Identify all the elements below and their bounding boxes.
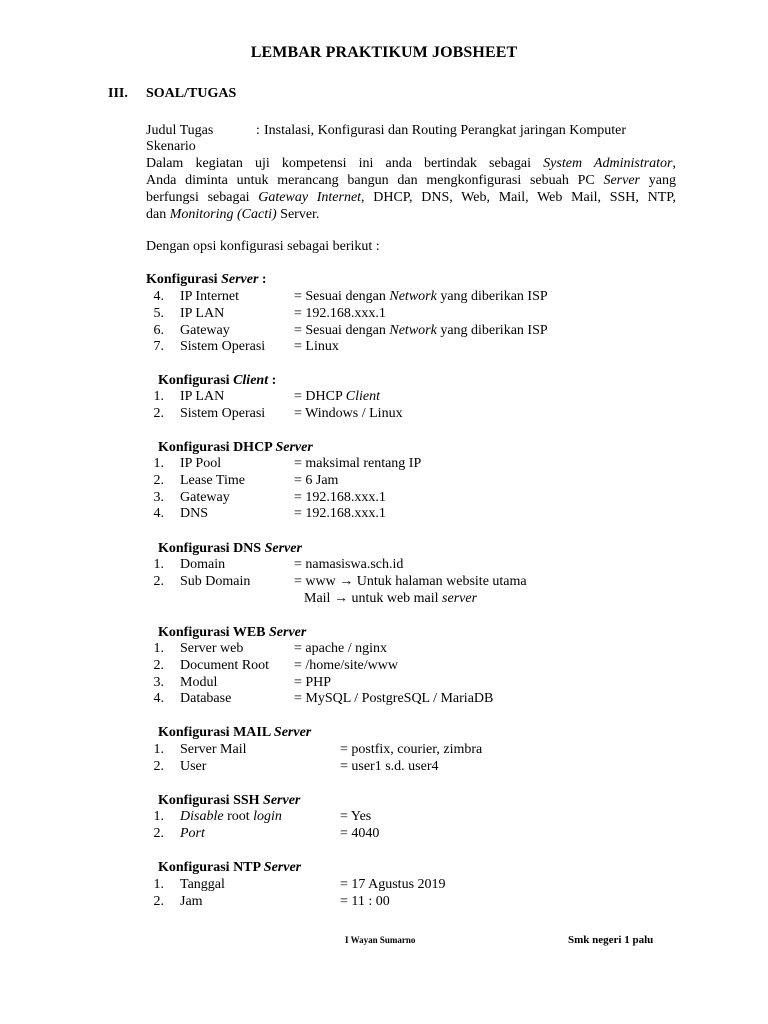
row-value: = maksimal rentang IP xyxy=(294,456,422,471)
document-page: LEMBAR PRAKTIKUM JOBSHEET III. SOAL/TUGAS Judul Tugas : Instalasi, Konfigurasi dan Routing Perangkat jaringan Komputer Skenario Dalam kegiatan uji kompetensi ini anda bertindak sebagai System Administrator, Anda diminta untuk merancang bangun dan mengkonfigurasi sebuah PC Server yang berfungsi sebagai Gateway Internet, DHCP, DNS, Web, Mail, Web Mail, SSH, NTP, dan Monitoring (Cacti) Server. Dengan opsi konfigurasi sebagai berikut : Konfigurasi Server : Konfigurasi Client : Konfigurasi DHCP Server Konfigurasi DNS Server Mail → untuk web mail server Konfigurasi WEB Server Konfigurasi MAIL Server Konfigurasi SSH Server 1. Disable root login = Yes 2. Port = 4040 Konfigurasi NTP Server I Wayan Sumarno Smk negeri 1 palu 4. IP Internet = Sesuai dengan Network yang diberikan ISP 5. IP LAN = 192.168.xxx.1 6. Gateway = Sesuai dengan Network yang diberikan ISP 7. Sistem Operasi = Linux 1. IP LAN = DHCP Client 2. Sistem Operasi = Windows / Linux 1. IP Pool = maksimal rentang IP 2. Lease Time = 6 Jam 3. Gateway = 192.168.xxx.1 4. DNS = 192.168.xxx.1 1. Domain = namasiswa.sch.id 2. Sub Domain = www → Untuk halaman website utama 1. Server web = apache / nginx 2. Document Root = /home/site/www 3. Modul = PHP 4. Database = MySQL / PostgreSQL / MariaDB 1. Server Mail = postfix, courier, zimbra 2. User = user1 s.d. user4 1. Tanggal = 17 Agustus 2019 2. Jam = 11 : 00 xyxy=(0,0,768,1024)
row-number: 4. xyxy=(153,506,164,522)
row-value: = PHP xyxy=(294,674,332,690)
row-number: 6. xyxy=(153,322,164,338)
row-value: = 192.168.xxx.1 xyxy=(294,305,386,321)
row-number: 2. xyxy=(153,573,164,589)
row-value: = Sesuai dengan Network yang diberikan ISP xyxy=(294,289,548,304)
row-key: DNS xyxy=(180,506,209,522)
heading-dhcp: Konfigurasi DHCP Server xyxy=(158,440,313,455)
row-key: Jam xyxy=(180,893,203,909)
row-key: Server Mail xyxy=(180,742,247,757)
row-key: Lease Time xyxy=(180,472,245,488)
heading-ssh: Konfigurasi SSH Server xyxy=(158,793,301,808)
skenario-paragraph: Dalam kegiatan uji kompetensi ini anda bertindak sebagai System Administrator, Anda diminta untuk merancang bangun dan mengkonfigurasi sebuah PC Server yang berfungsi sebagai Gateway Internet, DHCP, DNS, Web, Mail, Web Mail, SSH, NTP, dan Monitoring (Cacti) Server. xyxy=(146,156,676,222)
row-value: = Sesuai dengan Network yang diberikan ISP xyxy=(294,322,548,338)
row-value: = /home/site/www xyxy=(294,657,398,673)
judul-sep: : xyxy=(256,123,260,138)
row-number: 1. xyxy=(153,742,164,757)
row-number: 2. xyxy=(153,758,164,774)
row-value: = Windows / Linux xyxy=(294,405,403,421)
row-value: = 17 Agustus 2019 xyxy=(340,877,446,892)
row-value: = user1 s.d. user4 xyxy=(340,758,439,774)
judul-label: Judul Tugas xyxy=(146,123,214,138)
row-key: Gateway xyxy=(180,322,230,338)
row-number: 2. xyxy=(153,405,164,421)
row-value: = 11 : 00 xyxy=(340,893,390,909)
judul-value: Instalasi, Konfigurasi dan Routing Perangkat jaringan Komputer xyxy=(264,123,626,138)
row-key: User xyxy=(180,758,207,774)
row-value: = 192.168.xxx.1 xyxy=(294,506,386,522)
row-number: 1. xyxy=(153,456,164,471)
row-key: Document Root xyxy=(180,657,270,673)
row-key: Server web xyxy=(180,641,244,656)
skenario-label: Skenario xyxy=(146,139,196,154)
row-number: 1. xyxy=(153,641,164,656)
row-value: = postfix, courier, zimbra xyxy=(340,742,483,757)
row-value: = Linux xyxy=(294,339,339,355)
row-key: Database xyxy=(180,691,232,707)
row-key: Gateway xyxy=(180,489,230,505)
dns-subdomain-mail: Mail → untuk web mail server xyxy=(304,591,478,606)
footer-school: Smk negeri 1 palu xyxy=(568,934,654,946)
page-title: LEMBAR PRAKTIKUM JOBSHEET xyxy=(250,44,518,61)
row-number: 7. xyxy=(153,339,164,355)
row-key: IP LAN xyxy=(180,389,225,404)
row-value: = namasiswa.sch.id xyxy=(294,557,404,572)
row-key: Domain xyxy=(180,557,226,572)
row-number: 1. xyxy=(153,877,164,892)
row-number: 4. xyxy=(153,691,164,707)
row-value: = 6 Jam xyxy=(294,472,339,488)
row-number: 2. xyxy=(153,472,164,488)
footer-author: I Wayan Sumarno xyxy=(345,935,416,945)
heading-web: Konfigurasi WEB Server xyxy=(158,625,307,640)
row-value: = apache / nginx xyxy=(294,641,388,656)
row-number: 3. xyxy=(153,674,164,690)
section-heading xyxy=(108,86,236,102)
section-number: III. xyxy=(108,86,128,101)
row-number: 1. xyxy=(153,389,164,404)
row-key: Sistem Operasi xyxy=(180,339,266,355)
heading-ntp: Konfigurasi NTP Server xyxy=(158,860,302,875)
row-number: 2. xyxy=(153,893,164,909)
row-key: IP Internet xyxy=(180,289,239,304)
section-label: SOAL/TUGAS xyxy=(146,86,237,101)
row-value: = www → Untuk halaman website utama xyxy=(294,573,527,589)
row-key: Modul xyxy=(180,674,218,690)
heading-dns: Konfigurasi DNS Server xyxy=(158,541,302,556)
row-value: = 192.168.xxx.1 xyxy=(294,489,386,505)
row-value: = DHCP Client xyxy=(294,389,380,404)
row-number: 1. xyxy=(153,557,164,572)
row-key: IP LAN xyxy=(180,305,225,321)
row-key: IP Pool xyxy=(180,456,222,471)
row-key: Sub Domain xyxy=(180,573,251,589)
row-key: Tanggal xyxy=(180,877,225,892)
row-value: = MySQL / PostgreSQL / MariaDB xyxy=(294,691,494,707)
heading-mail: Konfigurasi MAIL Server xyxy=(158,725,312,740)
row-number: 5. xyxy=(153,305,164,321)
row-number: 3. xyxy=(153,489,164,505)
row-number: 2. xyxy=(153,657,164,673)
row-key: Sistem Operasi xyxy=(180,405,266,421)
heading-client: Konfigurasi Client : xyxy=(158,373,277,388)
judul-tugas xyxy=(146,122,626,139)
row-number: 4. xyxy=(153,289,164,304)
heading-server: Konfigurasi Server : xyxy=(146,272,267,287)
opsi-text: Dengan opsi konfigurasi sebagai berikut : xyxy=(146,239,380,254)
